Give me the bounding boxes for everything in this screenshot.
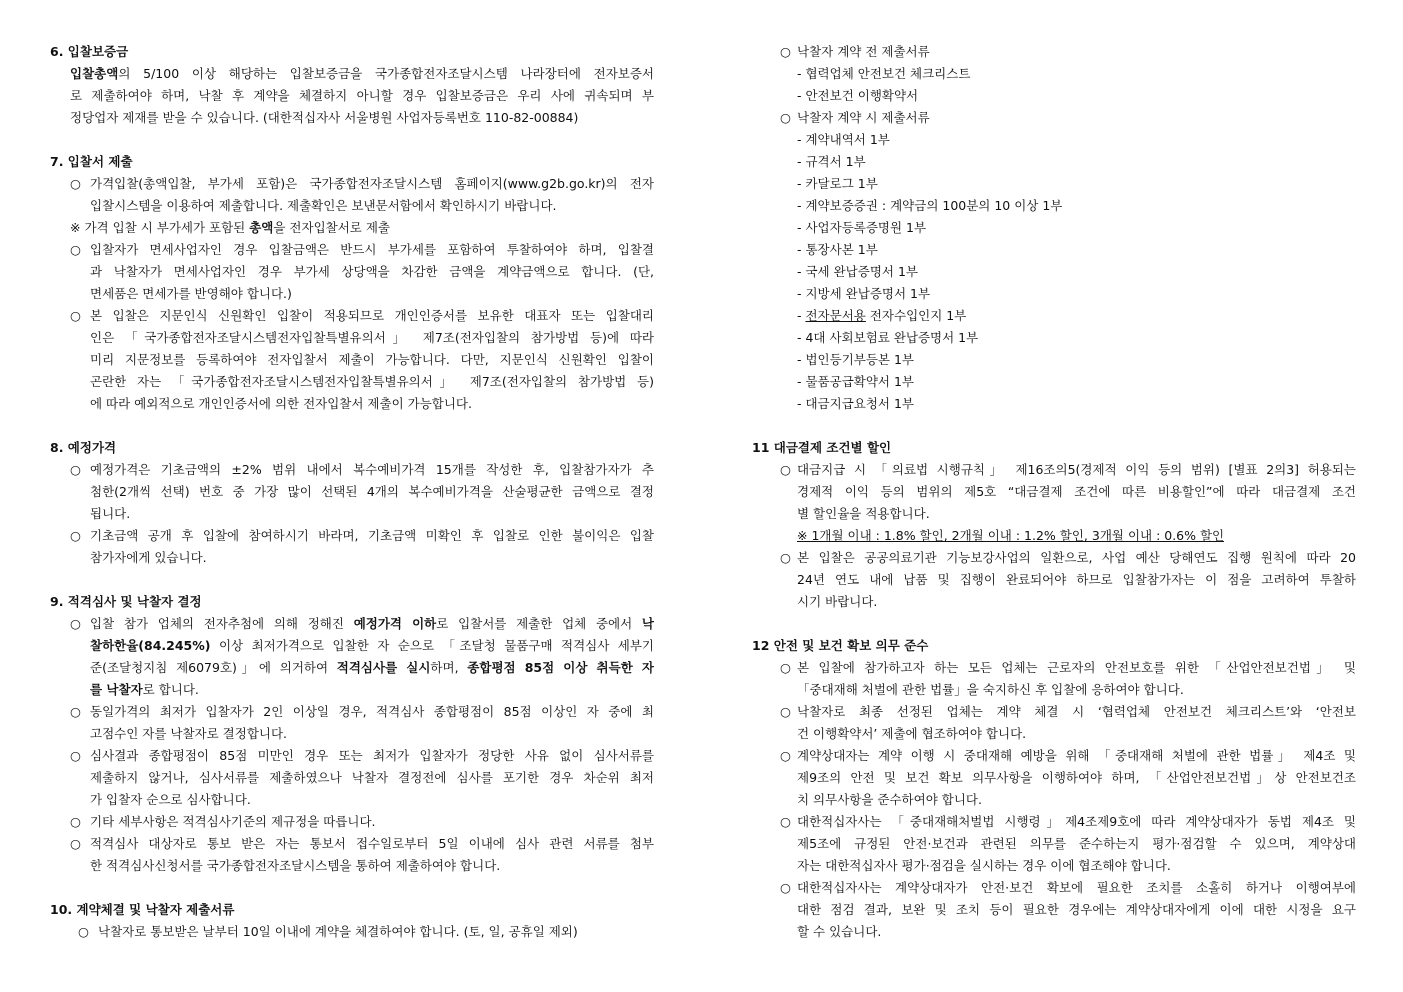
text: 됩니다. [90, 506, 131, 521]
text: 경제적 이익 등의 범위의 제5호 “대금결제 조건에 따른 비용할인”에 따라 대금결제 조건 [797, 484, 1356, 499]
line-text [797, 129, 1356, 151]
blank-line [752, 415, 1356, 437]
line-text [797, 283, 1356, 305]
section-heading [50, 899, 654, 921]
bullet-item-line [50, 305, 654, 327]
circle-bullet-icon: ○ [70, 616, 81, 631]
text: 시기 바랍니다. [797, 594, 878, 609]
bullet-item-line [50, 701, 654, 723]
circle-bullet-icon: ○ [780, 110, 791, 125]
line-text [90, 371, 654, 393]
line-text [70, 85, 654, 107]
line-text [90, 525, 654, 547]
bullet-item-line [50, 921, 654, 943]
blank-line [752, 613, 1356, 635]
section-heading [50, 437, 654, 459]
text: - 사업자등록증명원 1부 [797, 220, 927, 235]
text: 가격입찰(총액입찰, 부가세 포함)은 국가종합전자조달시스템 홈페이지(www.g2b.go.kr)의 전자 [90, 176, 654, 191]
line-text [90, 767, 654, 789]
line-text [90, 503, 654, 525]
text: 로 입찰서를 제출한 업체 중에서 [436, 616, 642, 631]
line-text [797, 679, 1356, 701]
circle-bullet-icon: ○ [780, 44, 791, 59]
list-item [752, 151, 1356, 173]
continuation-line [50, 855, 654, 877]
text: - 법인등기부등본 1부 [797, 352, 915, 367]
text: 7. 입찰서 제출 [50, 154, 133, 169]
continuation-line [50, 327, 654, 349]
text: 고점수인 자를 낙찰자로 결정합니다. [90, 726, 288, 741]
bullet-item-line [752, 459, 1356, 481]
line-text [70, 217, 654, 239]
paragraph-line [50, 63, 654, 85]
line-text [50, 151, 654, 173]
line-text [797, 217, 1356, 239]
list-item [752, 239, 1356, 261]
line-text [797, 239, 1356, 261]
text: 이상 최저가격으로 입찰한 자 순으로 「조달청 물품구매 적격심사 세부기 [210, 638, 654, 653]
text: 자는 대한적십자사 평가·점검을 실시하는 경우 이에 협조해야 합니다. [797, 858, 1171, 873]
text: - 규격서 1부 [797, 154, 866, 169]
text: 8. 예정가격 [50, 440, 117, 455]
circle-bullet-icon: ○ [780, 462, 791, 477]
text: - 국세 완납증명서 1부 [797, 264, 918, 279]
circle-bullet-icon: ○ [70, 748, 81, 763]
line-text [90, 327, 654, 349]
text: 참가자에게 있습니다. [90, 550, 207, 565]
line-text [797, 85, 1356, 107]
line-text [90, 283, 654, 305]
line-text [797, 503, 1356, 525]
text: - 지방세 완납증명서 1부 [797, 286, 931, 301]
line-text [797, 855, 1356, 877]
continuation-line [50, 767, 654, 789]
text: 12 안전 및 보건 확보 의무 준수 [752, 638, 929, 653]
line-text [797, 63, 1356, 85]
line-text [90, 635, 654, 657]
text: 동일가격의 최저가 입찰자가 2인 이상일 경우, 적격심사 종합평점이 85점 이상인 자 중에 최 [90, 704, 654, 719]
text: 입찰 참가 업체의 전자추첨에 의해 정해진 [90, 616, 354, 631]
blank-line [50, 129, 654, 151]
bullet-item-line [50, 613, 654, 635]
continuation-line [752, 591, 1356, 613]
text: 본 입찰에 참가하고자 하는 모든 업체는 근로자의 안전보호를 위한 「산업안전보건법」 및 [797, 660, 1356, 675]
text: 과 낙찰자가 면세사업자인 경우 부가세 상당액을 차감한 금액을 계약금액으로 합니다. (단, [90, 264, 654, 279]
continuation-line [752, 833, 1356, 855]
bullet-item-line [752, 745, 1356, 767]
line-text [797, 195, 1356, 217]
right-column [752, 41, 1356, 943]
text: - [797, 308, 806, 323]
circle-bullet-icon: ○ [70, 836, 81, 851]
text: 11 대금결제 조건별 할인 [752, 440, 892, 455]
text: 하며, [430, 660, 468, 675]
continuation-line [50, 789, 654, 811]
continuation-line [50, 371, 654, 393]
text: - 카달로그 1부 [797, 176, 878, 191]
line-text [70, 63, 654, 85]
text: 준(조달청지침 제6079호)」에 의거하여 [90, 660, 337, 675]
text: 로 합니다. [142, 682, 199, 697]
text: 별 할인율을 적용합니다. [797, 506, 930, 521]
line-text [50, 899, 654, 921]
line-text [752, 437, 1356, 459]
continuation-line [752, 723, 1356, 745]
note-line [50, 217, 654, 239]
list-item [752, 173, 1356, 195]
text: 곤란한 자는 「국가종합전자조달시스템전자입찰특별유의서」 제7조(전자입찰의 참가방법 등) [90, 374, 654, 389]
line-text [90, 459, 654, 481]
line-text [90, 745, 654, 767]
bold-text: 총액 [249, 220, 274, 235]
line-text [797, 767, 1356, 789]
text: 제5조에 규정된 안전·보건과 관련된 의무를 준수하는지 평가·점검할 수 있으며, 계약상대 [797, 836, 1356, 851]
text: 대한적십자사는 「중대재해처벌법 시행령」제4조제9호에 따라 계약상대자가 동법 제4조 및 [797, 814, 1356, 829]
bullet-item-line [50, 525, 654, 547]
line-text [752, 613, 1356, 635]
line-text [752, 635, 1356, 657]
bullet-item-line [50, 239, 654, 261]
line-text [797, 151, 1356, 173]
list-item [752, 85, 1356, 107]
text: 을 전자입찰서로 제출 [273, 220, 390, 235]
continuation-line [752, 899, 1356, 921]
line-text [90, 305, 654, 327]
line-text [50, 41, 654, 63]
text: 낙찰자로 통보받은 날부터 10일 이내에 계약을 체결하여야 합니다. (토, 일, 공휴일 제외) [98, 924, 578, 939]
bullet-item-line [752, 877, 1356, 899]
text: 본 입찰은 지문인식 신원확인 입찰이 적용되므로 개인인증서를 보유한 대표자 또는 입찰대리 [90, 308, 654, 323]
bullet-item-line [50, 745, 654, 767]
text: 6. 입찰보증금 [50, 44, 129, 59]
line-text [90, 855, 654, 877]
text: 제출하지 않거나, 심사서류를 제출하였으나 낙찰자 결정전에 심사를 포기한 경우 차순위 최저 [90, 770, 654, 785]
line-text [90, 679, 654, 701]
line-text [797, 569, 1356, 591]
list-item [752, 261, 1356, 283]
bullet-item-line [50, 811, 654, 833]
circle-bullet-icon: ○ [70, 242, 81, 257]
text: 낙찰자 계약 전 제출서류 [797, 44, 930, 59]
continuation-line [50, 723, 654, 745]
text: 낙찰자로 최종 선정된 업체는 계약 체결 시 ‘협력업체 안전보건 체크리스트’와 ‘안전보 [797, 704, 1356, 719]
line-text [50, 569, 654, 591]
circle-bullet-icon: ○ [70, 814, 81, 829]
circle-bullet-icon: ○ [70, 176, 81, 191]
line-text [90, 789, 654, 811]
circle-bullet-icon: ○ [780, 704, 791, 719]
line-text [98, 921, 654, 943]
continuation-line [50, 393, 654, 415]
continuation-line [50, 195, 654, 217]
text: 「중대재해 처벌에 관한 법률」을 숙지하신 후 입찰에 응하여야 합니다. [797, 682, 1184, 697]
bullet-item-line [752, 41, 1356, 63]
continuation-line [752, 921, 1356, 943]
line-text [50, 415, 654, 437]
section-heading [752, 437, 1356, 459]
line-text [797, 591, 1356, 613]
circle-bullet-icon: ○ [78, 924, 89, 939]
paragraph-line [50, 85, 654, 107]
line-text [797, 481, 1356, 503]
continuation-line [50, 679, 654, 701]
line-text [90, 833, 654, 855]
circle-bullet-icon: ○ [70, 528, 81, 543]
text: 치 의무사항을 준수하여야 합니다. [797, 792, 982, 807]
text: 입찰자가 면세사업자인 경우 입찰금액은 반드시 부가세를 포함하여 투찰하여야 하며, 입찰결 [90, 242, 654, 257]
text: - 협력업체 안전보건 체크리스트 [797, 66, 971, 81]
line-text [797, 789, 1356, 811]
paragraph-line [50, 107, 654, 129]
text: 대한적십자사는 계약상대자가 안전·보건 확보에 필요한 조치를 소홀히 하거나 이행여부에 [797, 880, 1356, 895]
continuation-line [50, 547, 654, 569]
continuation-line [752, 855, 1356, 877]
text: 9. 적격심사 및 낙찰자 결정 [50, 594, 202, 609]
continuation-line [752, 481, 1356, 503]
line-text [797, 525, 1224, 547]
continuation-line [752, 767, 1356, 789]
continuation-line [752, 525, 1356, 547]
blank-line [50, 877, 654, 899]
bullet-item-line [752, 547, 1356, 569]
text: - 대금지급요청서 1부 [797, 396, 915, 411]
text: 예정가격은 기초금액의 ±2% 범위 내에서 복수예비가격 15개를 작성한 후, 입찰참가자가 추 [90, 462, 654, 477]
line-text [797, 921, 1356, 943]
continuation-line [50, 635, 654, 657]
text: - 안전보건 이행확약서 [797, 88, 919, 103]
section-heading [50, 591, 654, 613]
underlined-text: 전자문서용 [805, 308, 866, 323]
bold-text: 찰하한율(84.245%) [90, 638, 211, 653]
circle-bullet-icon: ○ [70, 308, 81, 323]
bold-text: 낙 [641, 616, 654, 631]
bold-text: 입찰총액 [70, 66, 119, 81]
line-text [797, 701, 1356, 723]
circle-bullet-icon: ○ [70, 462, 81, 477]
line-text [70, 107, 654, 129]
text: 첨한(2개씩 선택) 번호 중 가장 많이 선택된 4개의 복수예비가격을 산술평균한 금액으로 결정 [90, 484, 654, 499]
text: - 계약보증증권 : 계약금의 100분의 10 이상 1부 [797, 198, 1063, 213]
line-text [90, 393, 654, 415]
line-text [797, 745, 1356, 767]
line-text [90, 701, 654, 723]
line-text [90, 657, 654, 679]
text: 대한 점검 결과, 보완 및 조치 등이 필요한 경우에는 계약상대자에게 이에 대한 시정을 요구 [797, 902, 1356, 917]
bullet-item-line [752, 701, 1356, 723]
text: - 계약내역서 1부 [797, 132, 890, 147]
circle-bullet-icon: ○ [780, 748, 791, 763]
bold-text: 예정가격 이하 [353, 616, 437, 631]
text: 면세품은 면세가를 반영해야 합니다.) [90, 286, 292, 301]
line-text [90, 811, 654, 833]
line-text [797, 459, 1356, 481]
bullet-item-line [752, 657, 1356, 679]
circle-bullet-icon: ○ [70, 704, 81, 719]
text: 제9조의 안전 및 보건 확보 의무사항을 이행하여야 하며, 「산업안전보건법」상 안전보건조 [797, 770, 1356, 785]
list-item [752, 283, 1356, 305]
text: 대금지급 시 「의료법 시행규칙」 제16조의5(경제적 이익 등의 범위) [별표 2의3] 허용되는 [797, 462, 1356, 477]
bullet-item-line [50, 459, 654, 481]
line-text [90, 547, 654, 569]
text: 건 이행확약서’ 제출에 협조하여야 합니다. [797, 726, 1027, 741]
continuation-line [752, 679, 1356, 701]
left-column [50, 41, 654, 943]
bullet-item-line [50, 833, 654, 855]
circle-bullet-icon: ○ [780, 660, 791, 675]
line-text [797, 327, 1356, 349]
text: 10. 계약체결 및 낙찰자 제출서류 [50, 902, 235, 917]
line-text [797, 305, 1356, 327]
list-item [752, 195, 1356, 217]
blank-line [50, 415, 654, 437]
circle-bullet-icon: ○ [780, 814, 791, 829]
text: 한 적격심사신청서를 국가종합전자조달시스템을 통하여 제출하여야 합니다. [90, 858, 501, 873]
line-text [797, 723, 1356, 745]
text: 의 5/100 이상 해당하는 입찰보증금을 국가종합전자조달시스템 나라장터에 전자보증서 [118, 66, 654, 81]
line-text [90, 195, 654, 217]
line-text [90, 239, 654, 261]
text: 심사결과 종합평점이 85점 미만인 경우 또는 최저가 입찰자가 정당한 사유 없이 심사서류를 [90, 748, 654, 763]
text: - 물품공급확약서 1부 [797, 374, 915, 389]
blank-line [50, 569, 654, 591]
text: 정당업자 제재를 받을 수 있습니다. (대한적십자사 서울병원 사업자등록번호 110-82-00884) [70, 110, 579, 125]
text: 인은 「국가종합전자조달시스템전자입찰특별유의서」 제7조(전자입찰의 참가방법 등)에 따라 [90, 330, 654, 345]
line-text [50, 437, 654, 459]
line-text [90, 481, 654, 503]
list-item [752, 393, 1356, 415]
bold-text: 적격심사를 실시 [336, 660, 431, 675]
text: ※ 가격 입찰 시 부가세가 포함된 [70, 220, 250, 235]
text: 할 수 있습니다. [797, 924, 882, 939]
bold-text: 종합평점 85점 이상 취득한 자 [467, 660, 654, 675]
line-text [797, 173, 1356, 195]
line-text [797, 811, 1356, 833]
continuation-line [752, 569, 1356, 591]
text: 낙찰자 계약 시 제출서류 [797, 110, 930, 125]
continuation-line [50, 261, 654, 283]
text: ※ 1개월 이내 : 1.8% 할인, 2개월 이내 : 1.2% 할인, 3개월 이내 : 0.6% 할인 [797, 528, 1225, 543]
line-text [90, 723, 654, 745]
bullet-item-line [752, 811, 1356, 833]
text: 기타 세부사항은 적격심사기준의 제규정을 따릅니다. [90, 814, 376, 829]
text: 계약상대자는 계약 이행 시 중대재해 예방을 위해 「중대재해 처벌에 관한 법률」 제4조 및 [797, 748, 1356, 763]
line-text [90, 261, 654, 283]
line-text [752, 415, 1356, 437]
text: 기초금액 공개 후 입찰에 참여하시기 바라며, 기초금액 미확인 후 입찰로 인한 불이익은 입찰 [90, 528, 654, 543]
line-text [90, 349, 654, 371]
line-text [797, 261, 1356, 283]
text: 전자수입인지 1부 [865, 308, 967, 323]
line-text [797, 899, 1356, 921]
text: 에 따라 예외적으로 개인인증서에 의한 전자입찰서 제출이 가능합니다. [90, 396, 472, 411]
bold-text: 를 낙찰자 [90, 682, 143, 697]
list-item [752, 63, 1356, 85]
text: 본 입찰은 공공의료기관 기능보강사업의 일환으로, 사업 예산 당해연도 집행 원칙에 따라 20 [797, 550, 1356, 565]
section-heading [50, 41, 654, 63]
bullet-item-line [752, 107, 1356, 129]
text: 가 입찰자 순으로 심사합니다. [90, 792, 251, 807]
section-heading [50, 151, 654, 173]
line-text [797, 41, 1356, 63]
line-text [797, 349, 1356, 371]
text: 24년 연도 내에 납품 및 집행이 완료되어야 하므로 입찰참가자는 이 점을 고려하여 투찰하 [797, 572, 1356, 587]
continuation-line [50, 503, 654, 525]
bullet-item-line [50, 173, 654, 195]
list-item [752, 305, 1356, 327]
list-item [752, 327, 1356, 349]
line-text [797, 547, 1356, 569]
continuation-line [50, 283, 654, 305]
line-text [50, 877, 654, 899]
continuation-line [752, 503, 1356, 525]
line-text [50, 591, 654, 613]
list-item [752, 349, 1356, 371]
line-text [90, 613, 654, 635]
list-item [752, 371, 1356, 393]
text: 입찰시스템을 이용하여 제출합니다. 제출확인은 보낸문서함에서 확인하시기 바랍니다. [90, 198, 557, 213]
text: 적격심사 대상자로 통보 받은 자는 통보서 접수일로부터 5일 이내에 심사 관련 서류를 첨부 [90, 836, 654, 851]
list-item [752, 129, 1356, 151]
continuation-line [50, 349, 654, 371]
text: 미리 지문정보를 등록하여야 전자입찰서 제출이 가능합니다. 다만, 지문인식 신원확인 입찰이 [90, 352, 654, 367]
continuation-line [50, 481, 654, 503]
circle-bullet-icon: ○ [780, 550, 791, 565]
line-text [797, 833, 1356, 855]
continuation-line [50, 657, 654, 679]
text: 로 제출하여야 하며, 낙찰 후 계약을 체결하지 아니할 경우 입찰보증금은 우리 사에 귀속되며 부 [70, 88, 654, 103]
line-text [797, 371, 1356, 393]
line-text [90, 173, 654, 195]
text: - 통장사본 1부 [797, 242, 878, 257]
line-text [797, 393, 1356, 415]
list-item [752, 217, 1356, 239]
line-text [797, 877, 1356, 899]
line-text [50, 129, 654, 151]
text: - 4대 사회보험료 완납증명서 1부 [797, 330, 979, 345]
section-heading [752, 635, 1356, 657]
line-text [797, 657, 1356, 679]
circle-bullet-icon: ○ [780, 880, 791, 895]
line-text [797, 107, 1356, 129]
continuation-line [752, 789, 1356, 811]
